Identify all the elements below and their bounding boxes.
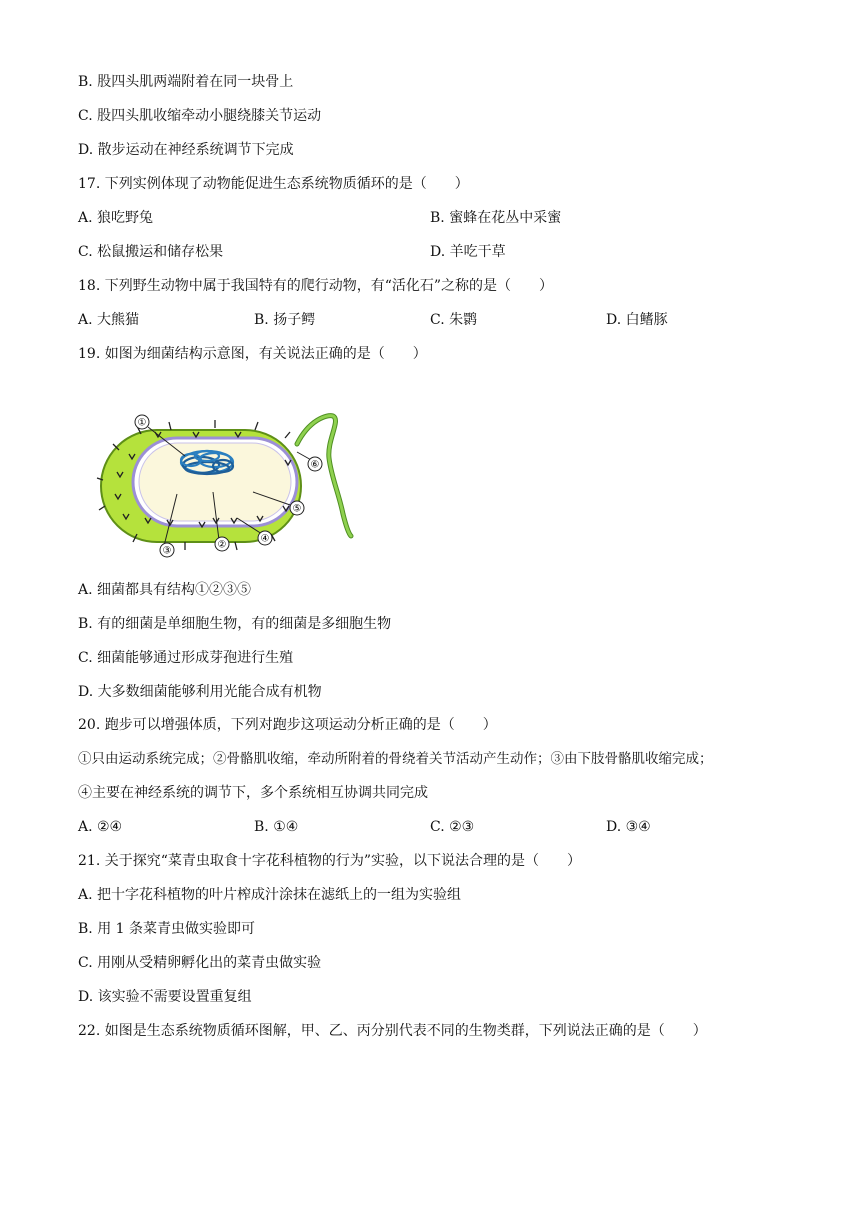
q20-option-a: A. ②④	[78, 819, 123, 835]
q21-option-d: D. 该实验不需要设置重复组	[78, 989, 252, 1005]
q17-option-b: B. 蜜蜂在花丛中采蜜	[430, 210, 562, 226]
label-4: ④	[260, 533, 270, 545]
q22-stem: 22. 如图是生态系统物质循环图解，甲、乙、丙分别代表不同的生物类群，下列说法正确的是（ ）	[78, 1023, 707, 1039]
label-1: ①	[137, 417, 147, 429]
q18-option-c: C. 朱鹮	[430, 312, 478, 328]
q16-option-c: C. 股四头肌收缩牵动小腿绕膝关节运动	[78, 108, 322, 124]
q20-option-d: D. ③④	[606, 819, 651, 835]
q18-stem: 18. 下列野生动物中属于我国特有的爬行动物，有“活化石”之称的是（ ）	[78, 278, 554, 294]
q17-stem: 17. 下列实例体现了动物能促进生态系统物质循环的是（ ）	[78, 176, 469, 192]
q16-option-b: B. 股四头肌两端附着在同一块骨上	[78, 74, 294, 90]
q21-option-c: C. 用刚从受精卵孵化出的菜青虫做实验	[78, 955, 322, 971]
q17-option-a: A. 狼吃野兔	[78, 210, 154, 226]
q19-stem: 19. 如图为细菌结构示意图，有关说法正确的是（ ）	[78, 346, 427, 362]
label-3: ③	[162, 545, 172, 557]
q19-option-b: B. 有的细菌是单细胞生物，有的细菌是多细胞生物	[78, 616, 392, 632]
q20-stem: 20. 跑步可以增强体质，下列对跑步这项运动分析正确的是（ ）	[78, 717, 497, 733]
bacterium-structure-diagram	[95, 410, 365, 562]
q19-option-a: A. 细菌都具有结构①②③⑤	[78, 582, 252, 598]
label-6: ⑥	[310, 459, 320, 471]
label-5: ⑤	[292, 503, 302, 515]
q16-option-d: D. 散步运动在神经系统调节下完成	[78, 142, 294, 158]
label-2: ②	[217, 539, 227, 551]
q20-statements-line1: ①只由运动系统完成；②骨骼肌收缩，牵动所附着的骨绕着关节活动产生动作；③由下肢骨骼肌收缩完成；	[78, 751, 713, 767]
q21-option-a: A. 把十字花科植物的叶片榨成汁涂抹在滤纸上的一组为实验组	[78, 887, 462, 903]
q20-statements-line2: ④主要在神经系统的调节下，多个系统相互协调共同完成	[78, 785, 428, 801]
q17-option-c: C. 松鼠搬运和储存松果	[78, 244, 224, 260]
q19-option-c: C. 细菌能够通过形成芽孢进行生殖	[78, 650, 294, 666]
q21-option-b: B. 用 1 条菜青虫做实验即可	[78, 921, 255, 937]
q17-option-d: D. 羊吃干草	[430, 244, 506, 260]
q18-option-d: D. 白鳍豚	[606, 312, 668, 328]
q20-option-b: B. ①④	[254, 819, 299, 835]
q20-option-c: C. ②③	[430, 819, 475, 835]
q21-stem: 21. 关于探究“菜青虫取食十字花科植物的行为”实验，以下说法合理的是（ ）	[78, 853, 582, 869]
q18-option-b: B. 扬子鳄	[254, 312, 316, 328]
q18-option-a: A. 大熊猫	[78, 312, 140, 328]
q19-option-d: D. 大多数细菌能够利用光能合成有机物	[78, 684, 322, 700]
